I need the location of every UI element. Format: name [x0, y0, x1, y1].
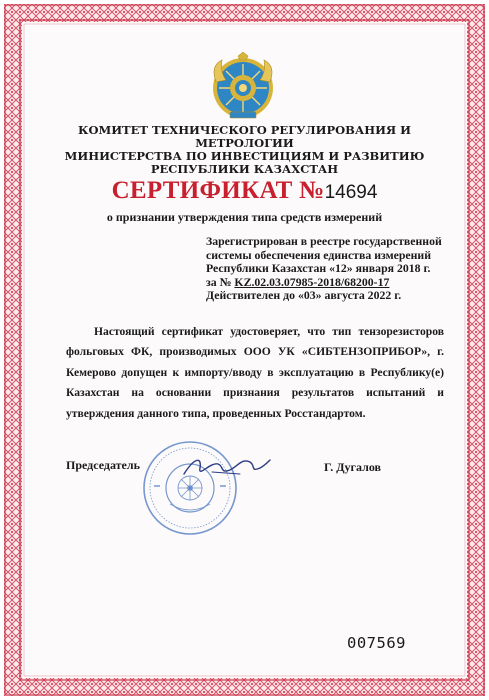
serial-number: 007569 — [347, 634, 406, 652]
certificate-number: 14694 — [324, 182, 378, 203]
registration-number: KZ.02.03.07985-2018/68200-17 — [234, 274, 390, 289]
handwritten-signature-icon — [180, 452, 272, 480]
issuing-authority — [40, 124, 449, 176]
registration-number-line — [206, 276, 456, 290]
certificate-body-text: Настоящий сертификат удостоверяет, что тип тензорезисторов фольговых ФК, производимых ООО УК «СИБТЕНЗОПРИБОР», г. Кемерово допущен к импорту/вводу в эксплуатацию в Республику(е) Казахстан на основании признания результатов испытаний и утверждения данного типа, проведенных Росстандартом. — [66, 325, 444, 420]
chairman-label: Председатель — [66, 458, 140, 472]
registration-number-prefix: за № — [206, 274, 235, 289]
authority-line: РЕСПУБЛИКИ КАЗАХСТАН — [150, 162, 339, 176]
registration-block — [206, 235, 456, 303]
registration-line: Зарегистрирован в реестре государственной — [206, 234, 442, 248]
certificate-title — [40, 176, 449, 208]
registration-line: системы обеспечения единства измерений — [206, 247, 432, 262]
kazakhstan-state-emblem-icon — [208, 52, 278, 120]
authority-line: МИНИСТЕРСТВА ПО ИНВЕСТИЦИЯМ И РАЗВИТИЮ — [64, 149, 425, 163]
registration-line: Республики Казахстан «12» января 2018 г. — [206, 261, 431, 275]
certificate-subtitle: о признании утверждения типа средств измерений — [106, 210, 383, 224]
authority-line: КОМИТЕТ ТЕХНИЧЕСКОГО РЕГУЛИРОВАНИЯ И МЕТРОЛОГИИ — [77, 123, 411, 150]
certificate-title-label: СЕРТИФИКАТ № — [111, 177, 325, 204]
chairman-name: Г. Дугалов — [324, 460, 382, 474]
validity-line: Действителен до «03» августа 2022 г. — [206, 288, 402, 302]
